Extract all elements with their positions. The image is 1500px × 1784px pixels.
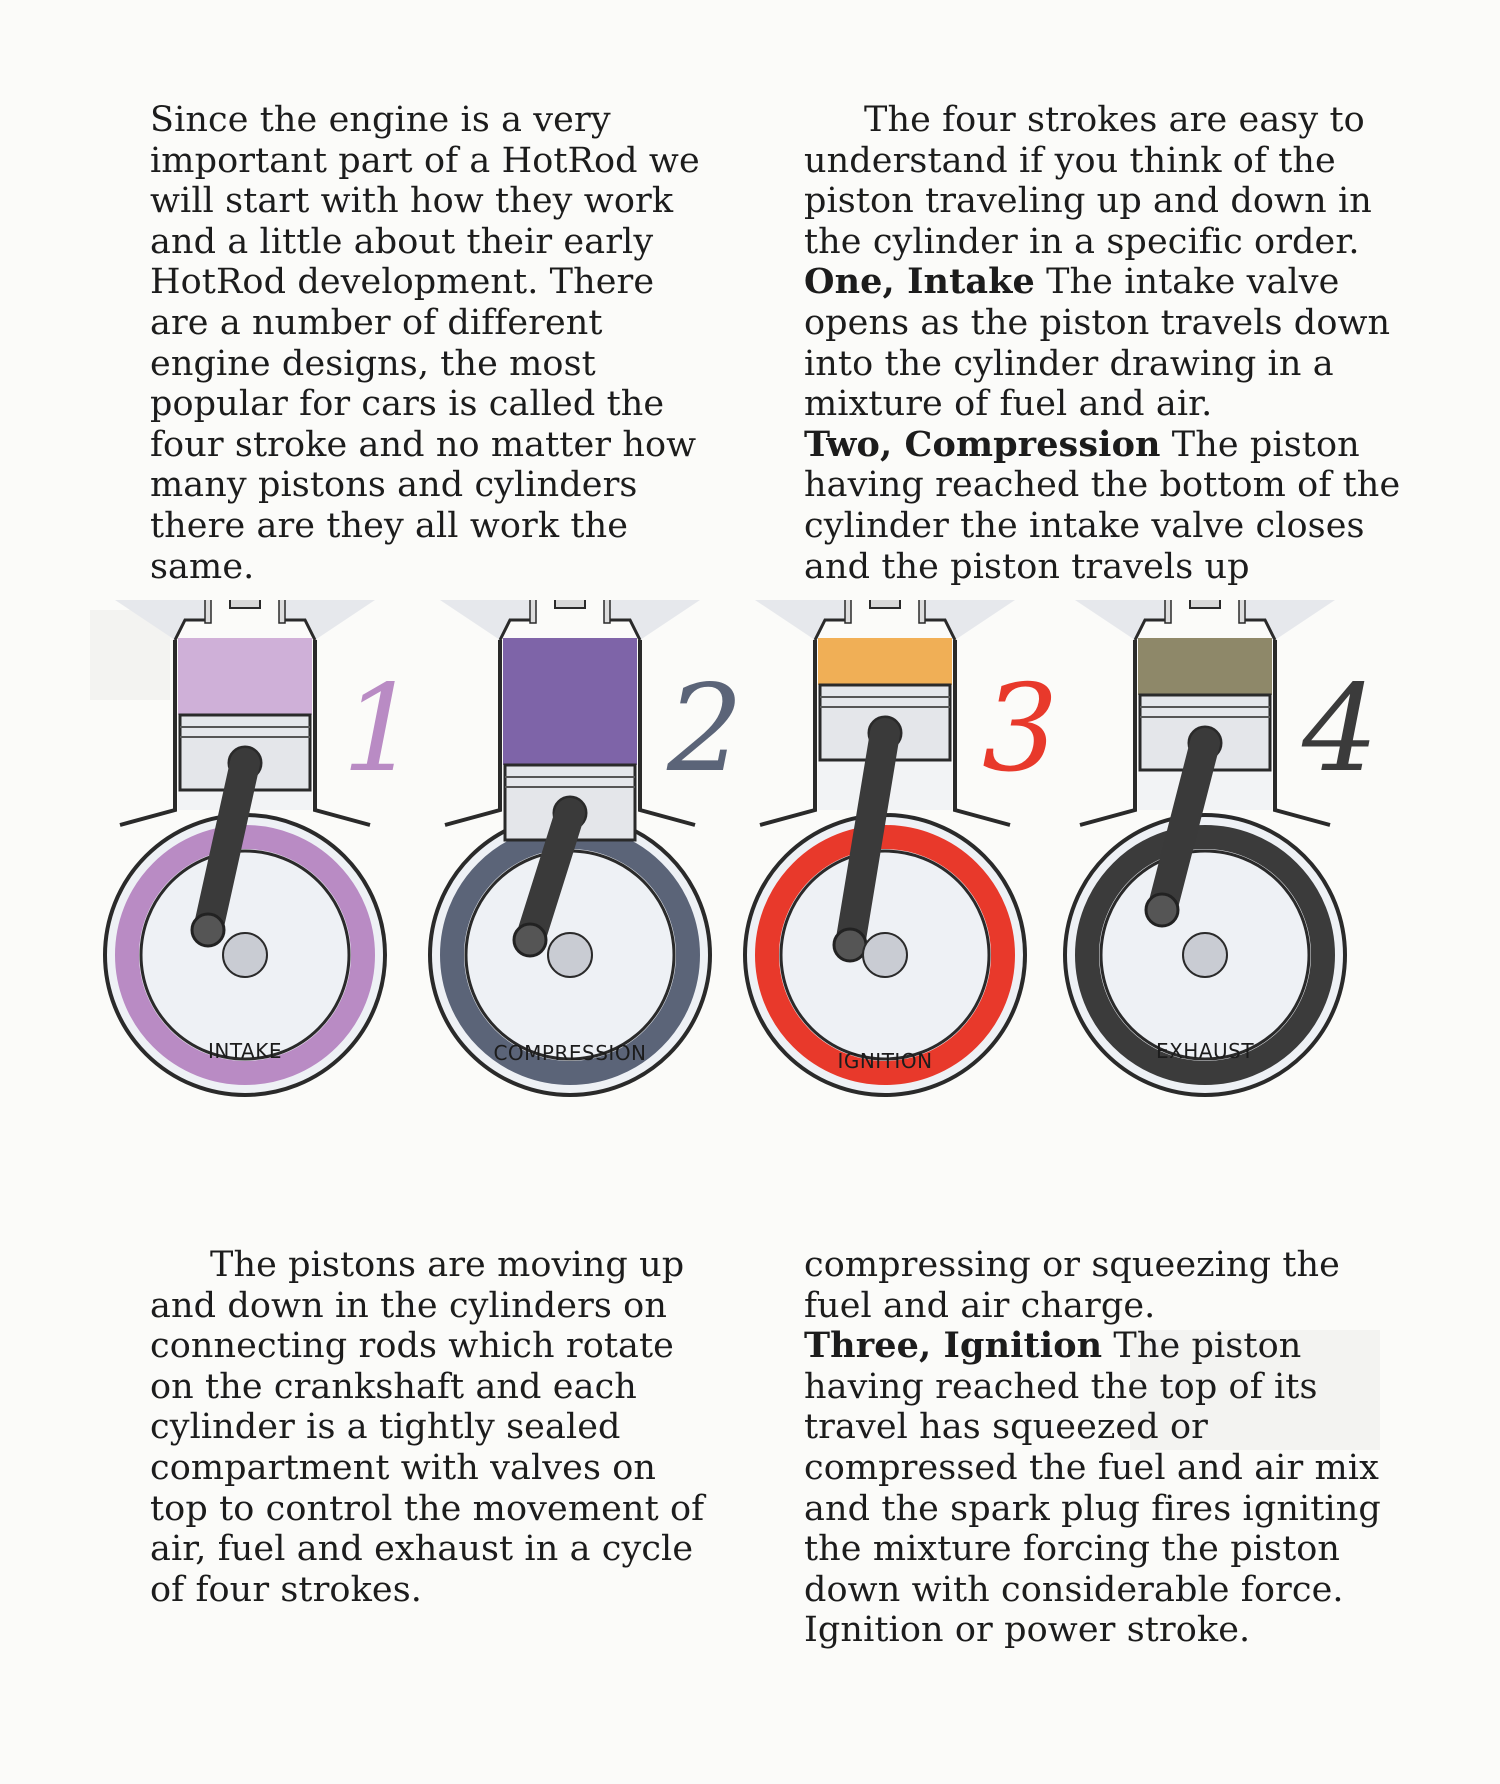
- cylinder-ignition: [740, 600, 1058, 1095]
- stroke-label: COMPRESSION: [493, 1041, 647, 1065]
- cylinder-intake: [100, 600, 418, 1095]
- spark-plug-icon: [230, 600, 260, 608]
- stroke-number: 1: [342, 660, 419, 799]
- cylinder-exhaust: [1060, 600, 1378, 1095]
- fuel-charge: [178, 638, 312, 715]
- strokes-column-top: [804, 100, 1404, 587]
- intake-paragraph: [804, 262, 1404, 424]
- intake-heading: One, Intake: [804, 261, 1035, 303]
- crank-pin: [834, 929, 866, 961]
- ignition-heading: Three, Ignition: [804, 1325, 1103, 1367]
- fuel-charge: [1138, 638, 1272, 695]
- crank-pin: [1146, 894, 1178, 926]
- spark-plug-icon: [1190, 600, 1220, 608]
- crankshaft: [548, 933, 592, 977]
- crankshaft: [863, 933, 907, 977]
- intake-valve-stem: [530, 600, 536, 623]
- four-stroke-diagram: [80, 600, 1440, 1240]
- strokes-intro: The four strokes are easy to understand if you think of the piston traveling up and down in the cylinder in a specific order.: [804, 100, 1372, 262]
- spark-plug-icon: [870, 600, 900, 608]
- compression-text: The piston having reached the bottom of the cylinder the intake valve closes and the piston travels up: [804, 424, 1401, 587]
- spark-plug-icon: [555, 600, 585, 608]
- cylinder-compression: [425, 600, 743, 1095]
- stroke-number: 2: [667, 660, 744, 799]
- stroke-label: INTAKE: [208, 1039, 282, 1063]
- stroke-number: 4: [1302, 660, 1379, 799]
- fuel-charge: [503, 638, 637, 765]
- intro-column: [150, 100, 720, 587]
- intake-valve-stem: [205, 600, 211, 623]
- crankshaft: [223, 933, 267, 977]
- ignition-text: The piston having reached the top of its travel has squeezed or compressed the fuel and air mix and the spark plug fires igniting the mixture forcing the piston down with considerable force. Ignition or power stroke.: [804, 1326, 1381, 1651]
- stroke-label: EXHAUST: [1155, 1039, 1255, 1063]
- intake-valve-stem: [845, 600, 851, 623]
- exhaust-valve-stem: [604, 600, 610, 623]
- crankshaft: [1183, 933, 1227, 977]
- fuel-charge: [818, 638, 952, 685]
- compression-heading: Two, Compression: [804, 423, 1161, 465]
- intro-paragraph: Since the engine is a very important part of a HotRod we will start with how they work and a little about their early HotRod development. There are a number of different engine designs, the most popular for cars is called the four stroke and no matter how many pistons and cylinders there are they all work the same.: [150, 100, 700, 587]
- pistons-paragraph: The pistons are moving up and down in the cylinders on connecting rods which rotate on the crankshaft and each cylinder is a tightly sealed compartment with valves on top to control the movement of air, fuel and exhaust in a cycle of four strokes.: [150, 1245, 705, 1610]
- compression-paragraph: [804, 425, 1404, 587]
- crank-pin: [514, 924, 546, 956]
- exhaust-valve-stem: [919, 600, 925, 623]
- stroke-label: IGNITION: [837, 1049, 933, 1073]
- stroke-number: 3: [982, 660, 1059, 799]
- pistons-column: [150, 1245, 720, 1610]
- compression-continued: compressing or squeezing the fuel and air charge.: [804, 1245, 1340, 1326]
- intake-valve-stem: [1165, 600, 1171, 623]
- ignition-paragraph: [804, 1326, 1404, 1651]
- strokes-column-bottom: [804, 1245, 1404, 1651]
- intake-text: The intake valve opens as the piston travels down into the cylinder drawing in a mixture of fuel and air.: [804, 262, 1391, 425]
- exhaust-valve-stem: [279, 600, 285, 623]
- crank-pin: [192, 914, 224, 946]
- exhaust-valve-stem: [1239, 600, 1245, 623]
